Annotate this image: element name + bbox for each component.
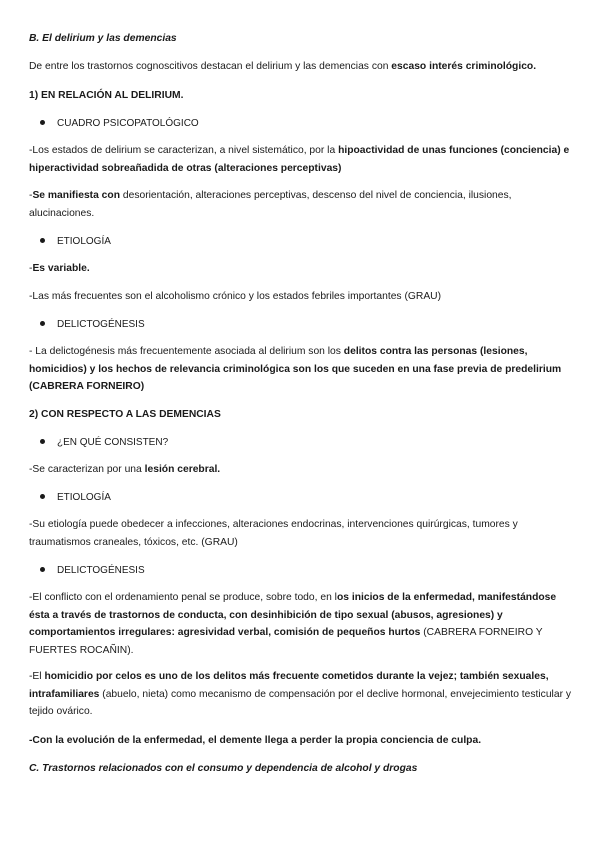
text: -El [29,671,45,682]
text: - [29,263,33,274]
bullet-consisten [40,434,560,452]
bullet-dot-icon [40,494,45,499]
bold-text: Es variable. [32,263,90,274]
bullet-etiologia [40,233,560,251]
demencias-p4 [29,668,574,721]
intro-paragraph [29,58,574,76]
demencias-p2: -Su etiología puede obedecer a infecciones, alteraciones endocrinas, intervenciones quirúrgicas, tumores y traumatismos craneales, tóxicos, etc. (GRAU) [29,519,518,548]
bullet-dot-icon [40,120,45,125]
text: -Los estados de delirium se caracterizan, a nivel sistemático, por la [29,145,339,156]
section-b-title: B. El delirium y las demencias [29,33,177,44]
bullet-label: DELICTOGÉNESIS [57,319,145,330]
bold-text: hipoactividad de unas funciones (conciencia) e hiperactividad sobreañadida de otras (alteraciones perceptivas) [29,145,570,174]
bullet-label: CUADRO PSICOPATOLÓGICO [57,118,199,129]
bullet-label: ETIOLOGÍA [57,492,111,503]
bullet-dot-icon [40,567,45,572]
demencias-heading: 2) CON RESPECTO A LAS DEMENCIAS [29,409,221,420]
text: -El conflicto con el ordenamiento penal se produce, sobre todo, en l [29,592,337,603]
delirium-p3 [29,260,574,278]
bullet-dot-icon [40,439,45,444]
bullet-label: ¿EN QUÉ CONSISTEN? [57,437,169,448]
bullet-etiologia-2 [40,489,560,507]
bold-text: homicidio por celos es uno de los delitos más frecuente cometidos durante la vejez; también sexuales, intrafamiliares [29,671,549,700]
bullet-dot-icon [40,238,45,243]
text: - [29,190,33,201]
delirium-p2 [29,187,574,222]
intro-text: De entre los trastornos cognoscitivos destacan el delirium y las demencias con [29,61,392,72]
bold-text: delitos contra las personas (lesiones, homicidios) y los hechos de relevancia criminológica son los que suceden en una fase previa de predelirium (CABRERA FORNEIRO) [29,346,562,392]
text: desorientación, alteraciones perceptivas, descenso del nivel de conciencia, ilusiones, alucinaciones. [29,190,512,219]
bold-text: lesión cerebral. [144,464,221,475]
demencias-p5: -Con la evolución de la enfermedad, el demente llega a perder la propia conciencia de culpa. [29,735,482,746]
text: (abuelo, nieta) como mecanismo de compensación por el declive hormonal, envejecimiento testicular y tejido ovárico. [29,688,572,717]
delirium-heading: 1) EN RELACIÓN AL DELIRIUM. [29,90,184,101]
text: -Se caracterizan por una [29,464,145,475]
bullet-label: DELICTOGÉNESIS [57,565,145,576]
bullet-delictogenesis-2 [40,562,560,580]
bullet-cuadro [40,115,560,133]
delirium-p4: -Las más frecuentes son el alcoholismo crónico y los estados febriles importantes (GRAU) [29,291,442,302]
bullet-label: ETIOLOGÍA [57,236,111,247]
intro-bold: escaso interés criminológico. [391,61,537,72]
bullet-delictogenesis [40,316,560,334]
bullet-dot-icon [40,321,45,326]
bold-text: Se manifiesta con [32,190,120,201]
bold-text: os inicios de la enfermedad, manifestándose ésta a través de trastornos de conducta, con desinhibición de tipo sexual (abusos, agresiones) y comportamientos irregulares: agresividad verbal, comisión de pequeños hurtos [29,592,557,638]
delirium-p1 [29,142,574,177]
text: - La delictogénesis más frecuentemente asociada al delirium son los [29,346,344,357]
text: (CABRERA FORNEIRO Y FUERTES ROCAÑIN). [29,627,543,656]
demencias-p1 [29,461,574,479]
demencias-p3 [29,589,574,659]
delirium-p5 [29,343,574,396]
section-c-title: C. Trastornos relacionados con el consumo y dependencia de alcohol y drogas [29,763,418,774]
